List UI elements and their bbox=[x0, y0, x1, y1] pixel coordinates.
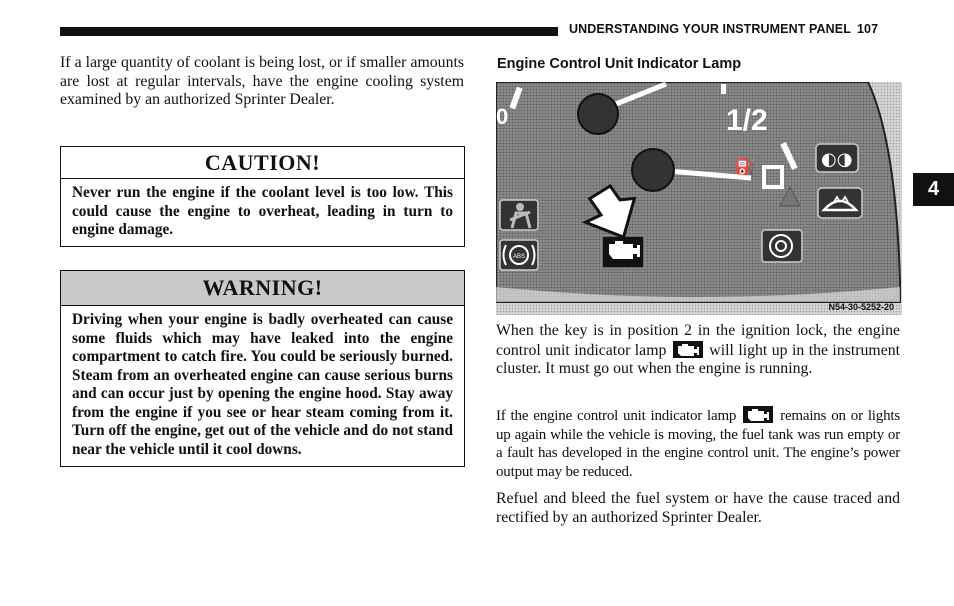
engine-lamp-inline-icon bbox=[743, 406, 773, 423]
figure-label: N54-30-5252-20 bbox=[828, 302, 894, 312]
fog-lamp-icon bbox=[816, 144, 858, 172]
key-position-paragraph bbox=[496, 322, 900, 379]
page-number: 107 bbox=[856, 22, 879, 36]
p1-text-after: will light up in the instrument cluster. It must go out when the engine is running. bbox=[496, 341, 901, 377]
gauge-half-label: 1/2 bbox=[726, 104, 768, 137]
coolant-paragraph: If a large quantity of coolant is being lost, or if smaller amounts are lost at regular intervals, have the engine cooling system examined by an authorized Sprinter Dealer. bbox=[60, 54, 464, 108]
svg-text:◐◑: ◐◑ bbox=[821, 149, 853, 170]
p2-text-before: If the engine control unit indicator lamp bbox=[496, 408, 737, 424]
running-head bbox=[569, 22, 878, 36]
caution-title: CAUTION! bbox=[61, 147, 464, 179]
chapter-tab: 4 bbox=[913, 173, 954, 206]
engine-lamp-icon bbox=[602, 236, 644, 268]
abs-label: ABS bbox=[513, 254, 526, 260]
p2-text-after: remains on or lights up again while the vehicle is moving, the fuel tank was run empty or a fault has developed in the engine control unit. The engine’s power output may be reduced. bbox=[496, 408, 900, 480]
rear-window-heater-icon bbox=[818, 188, 862, 218]
header-rule bbox=[60, 27, 558, 36]
brake-icon bbox=[500, 240, 538, 270]
seatbelt-icon bbox=[500, 200, 538, 230]
warning-body: Driving when your engine is badly overheated can cause some fluids which may have leaked into the engine compartment to catch fire. You could be seriously burned. Steam from an overheated engine can cause serious burns and can occur just by opening the engine hood. Stay away from the engine if you see or hear steam coming from it. Turn off the engine, get out of the vehicle and do not stand near the vehicle until it cool downs. bbox=[72, 311, 453, 458]
needle-hub-top bbox=[578, 94, 618, 134]
instrument-cluster-figure bbox=[496, 82, 902, 315]
gauge-zero-label: 0 bbox=[496, 104, 509, 129]
instrument-cluster-illustration bbox=[496, 82, 902, 315]
fuel-symbol: ⛽ bbox=[734, 158, 757, 178]
caution-body: Never run the engine if the coolant level is too low. This could cause the engine to overheat, leading in turn to engine damage. bbox=[72, 184, 453, 238]
running-head-title: UNDERSTANDING YOUR INSTRUMENT PANEL bbox=[569, 22, 851, 36]
warning-box bbox=[60, 270, 465, 467]
p1-text-before: When the key is in position 2 in the ignition lock, the engine control unit indicator lamp bbox=[496, 322, 900, 359]
caution-box bbox=[60, 146, 465, 247]
lamp-remains-paragraph bbox=[496, 406, 900, 481]
needle-hub-bottom bbox=[632, 149, 674, 191]
left-column bbox=[60, 54, 464, 110]
warning-title: WARNING! bbox=[61, 271, 464, 306]
brake-pad-icon bbox=[762, 230, 802, 262]
section-title: Engine Control Unit Indicator Lamp bbox=[497, 56, 742, 72]
engine-lamp-inline-icon bbox=[673, 341, 703, 358]
refuel-paragraph: Refuel and bleed the fuel system or have the cause traced and rectified by an authorized Sprinter Dealer. bbox=[496, 490, 900, 526]
